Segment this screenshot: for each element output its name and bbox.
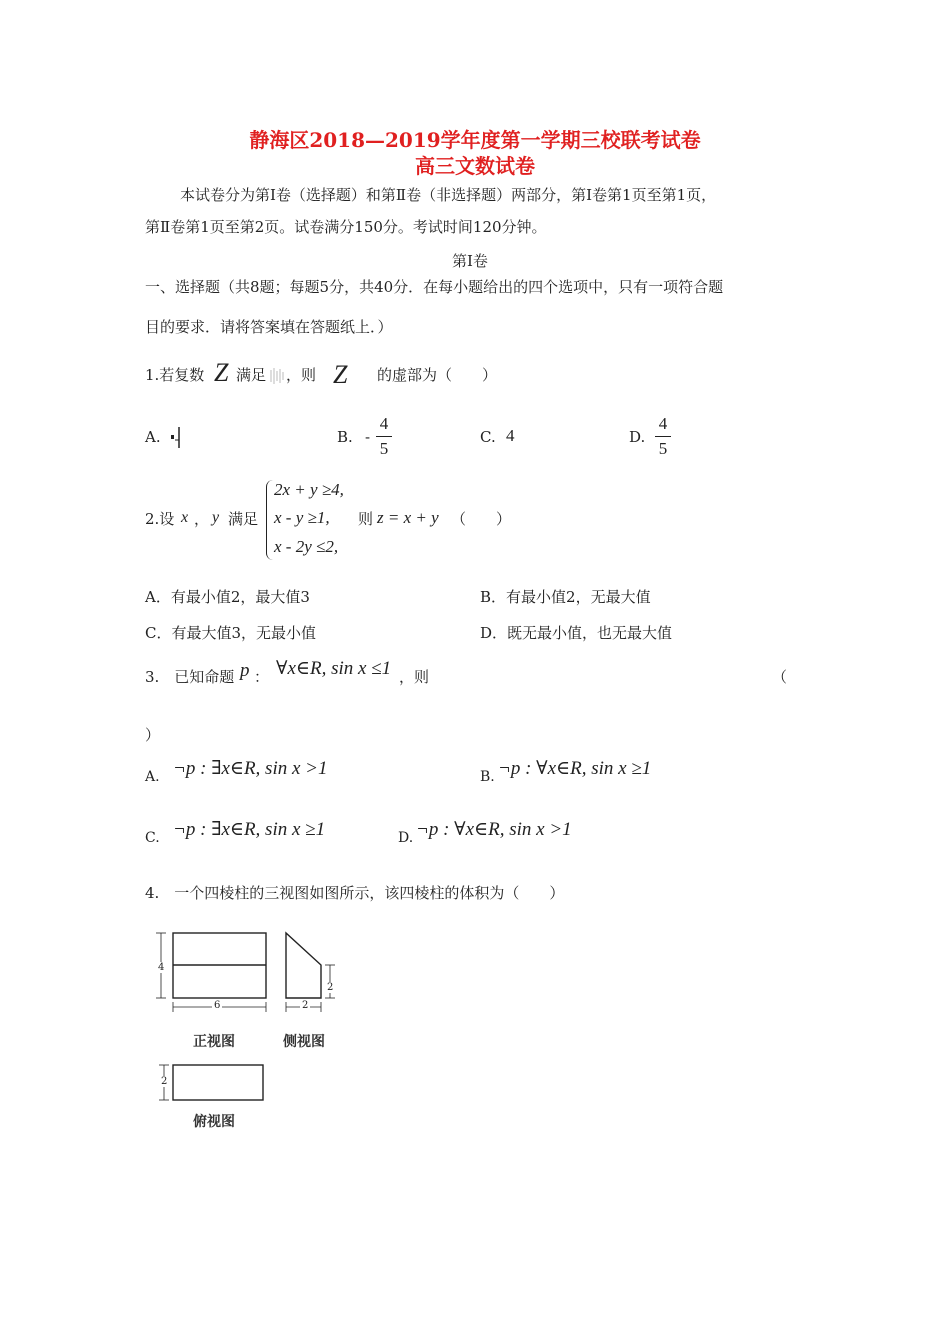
side-width-label: 2 bbox=[302, 1000, 309, 1011]
q2-prefix: 2.设 bbox=[145, 510, 175, 528]
q3-var-p: p bbox=[240, 660, 250, 681]
q3-option-a: ¬p : ∃x∈R, sin x >1 bbox=[173, 758, 328, 779]
q1-var-z-2: Z bbox=[333, 360, 348, 389]
front-width-label: 6 bbox=[214, 1000, 221, 1011]
side-view-outline bbox=[286, 933, 321, 998]
q3-option-d-label: D. bbox=[398, 830, 414, 846]
q2-condition-1: 2x + y ≥4, bbox=[274, 480, 344, 499]
q3-option-c: ¬p : ∃x∈R, sin x ≥1 bbox=[173, 819, 326, 840]
q1-option-d-denominator: 5 bbox=[658, 439, 668, 458]
top-height-label: 2 bbox=[161, 1076, 168, 1087]
intro-line-2: 第Ⅱ卷第1页至第2页。试卷满分150分。考试时间120分钟。 bbox=[145, 218, 547, 236]
part-instruction-line-2: 目的要求．请将答案填在答题纸上．） bbox=[145, 318, 393, 336]
q2-var-y: y bbox=[212, 509, 220, 526]
q3-then: ，则 bbox=[399, 668, 430, 686]
front-height-label: 4 bbox=[158, 962, 165, 973]
q1-then: ，则 bbox=[286, 366, 317, 384]
q3-colon: ： bbox=[254, 668, 270, 686]
q1-option-b-label: B. bbox=[337, 428, 353, 446]
q1-option-d-numerator: 4 bbox=[658, 414, 668, 433]
q3-paren-open: （ bbox=[772, 668, 788, 686]
q1-option-d-label: D. bbox=[629, 428, 646, 446]
q3-option-c-label: C. bbox=[145, 830, 160, 846]
q3-prefix: 3. 已知命题 bbox=[145, 668, 235, 686]
q1-option-a-image bbox=[168, 424, 184, 452]
q1-option-b-sign: - bbox=[365, 428, 371, 446]
q2-var-x: x bbox=[181, 509, 189, 526]
q1-option-d-fraction bbox=[655, 414, 671, 459]
q1-option-b-numerator: 4 bbox=[379, 414, 389, 433]
q1-suffix: 的虚部为（ ） bbox=[377, 366, 498, 384]
q3-paren-close: ） bbox=[145, 726, 161, 744]
top-view-caption: 俯视图 bbox=[193, 1114, 235, 1130]
q1-option-b-fraction bbox=[376, 414, 392, 459]
q2-separator: ， bbox=[194, 510, 210, 528]
q2-option-a: A．有最小值2，最大值3 bbox=[145, 588, 310, 606]
three-view-diagram bbox=[150, 925, 350, 1135]
q3-option-d: ¬p : ∀x∈R, sin x >1 bbox=[416, 819, 572, 840]
q2-expression: z = x + y bbox=[377, 508, 439, 527]
q2-option-d: D．既无最小值，也无最大值 bbox=[480, 624, 673, 642]
q3-option-b: ¬p : ∀x∈R, sin x ≥1 bbox=[498, 758, 652, 779]
part-instruction-line-1: 一、选择题（共8题；每题5分，共40分．在每小题给出的四个选项中，只有一项符合题 bbox=[145, 278, 724, 296]
q1-var-z: Z bbox=[214, 358, 229, 387]
exam-subtitle: 高三文数试卷 bbox=[415, 154, 535, 178]
q2-option-b: B．有最小值2，无最大值 bbox=[480, 588, 651, 606]
exam-title: 静海区2018—2019学年度第一学期三校联考试卷 bbox=[249, 128, 701, 152]
q1-option-c-label: C. bbox=[480, 428, 496, 446]
q2-mid: 满足 bbox=[228, 510, 259, 528]
q2-paren: （ ） bbox=[451, 510, 512, 528]
q2-option-c: C．有最大值3，无最小值 bbox=[145, 624, 317, 642]
volume-title: 第Ⅰ卷 bbox=[452, 252, 488, 270]
q4-text: 4. 一个四棱柱的三视图如图所示，该四棱柱的体积为（ ） bbox=[145, 884, 565, 902]
q2-condition-2: x - y ≥1, bbox=[274, 508, 330, 527]
q1-option-a-label: A. bbox=[145, 428, 161, 446]
side-height-label: 2 bbox=[327, 982, 334, 993]
top-view-outline bbox=[173, 1065, 263, 1100]
q1-option-b-denominator: 5 bbox=[379, 439, 389, 458]
q2-system-brace bbox=[266, 480, 273, 560]
q1-mid: 满足 bbox=[236, 366, 267, 384]
front-view-caption: 正视图 bbox=[193, 1034, 235, 1050]
q2-then: 则 bbox=[358, 510, 374, 528]
side-view-caption: 侧视图 bbox=[283, 1034, 325, 1050]
q3-option-b-label: B. bbox=[480, 769, 495, 785]
q2-condition-3: x - 2y ≤2, bbox=[274, 537, 339, 556]
q1-option-c-value: 4 bbox=[506, 426, 515, 445]
q3-proposition: ∀x∈R, sin x ≤1 bbox=[276, 658, 392, 679]
q3-option-a-label: A. bbox=[145, 769, 160, 785]
q1-equation-image bbox=[268, 366, 286, 386]
q1-prefix: 1.若复数 bbox=[145, 366, 205, 384]
intro-line-1: 本试卷分为第Ⅰ卷（选择题）和第Ⅱ卷（非选择题）两部分，第Ⅰ卷第1页至第1页， bbox=[180, 186, 717, 204]
